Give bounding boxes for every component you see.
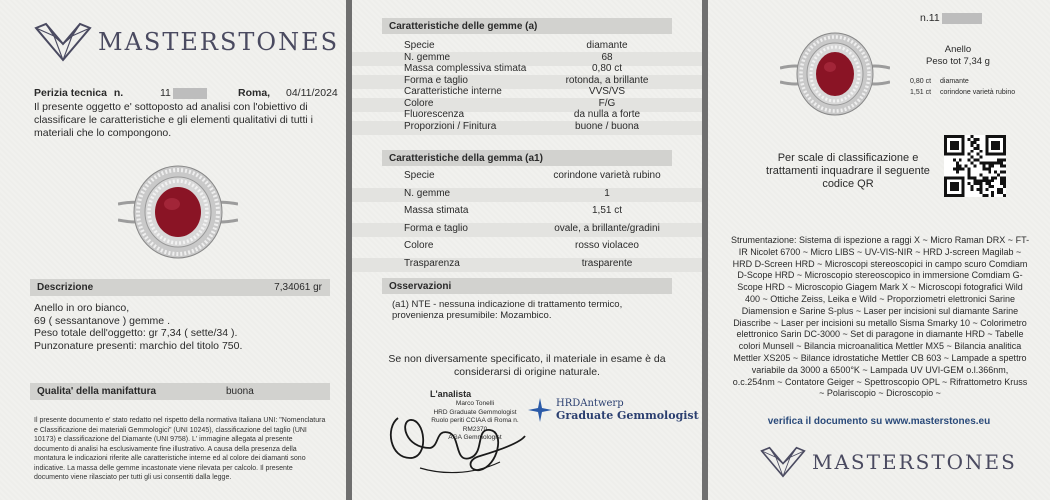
analyst-label: L'analista xyxy=(430,389,472,399)
analyst-signature xyxy=(380,388,530,480)
hrd-title: Graduate Gemmologist xyxy=(556,409,699,422)
gem-key: Trasparenza xyxy=(404,257,460,269)
report-city: Roma, xyxy=(238,87,271,99)
description-lines xyxy=(34,302,242,352)
gem-row xyxy=(352,258,702,272)
gem-key: N. gemme xyxy=(404,51,451,63)
observations-text xyxy=(392,299,622,321)
desc-line: Anello in oro bianco, xyxy=(34,302,130,314)
item-weight: Peso tot 7,34 g xyxy=(926,56,990,67)
section-a-bar: Caratteristiche delle gemme (a) xyxy=(382,18,672,34)
redacted-number xyxy=(173,88,207,99)
gem-value: F/G xyxy=(598,97,616,109)
desc-line: Peso totale dell'oggetto: gr 7,34 ( sette/34 ). xyxy=(34,327,238,339)
gem-value: rosso violaceo xyxy=(575,240,639,251)
gem-value: rotonda, a brillante xyxy=(565,74,649,86)
intro-text: Il presente oggetto e' sottoposto ad analisi con l'obiettivo di classificare le caratteristiche e gli elementi qualitativi di tutti i materiali che lo compongono. xyxy=(34,101,313,139)
gem-value: 1,51 ct xyxy=(591,205,623,216)
ring-photo-small xyxy=(780,28,890,118)
gem-key: Massa complessiva stimata xyxy=(404,63,527,74)
section-a1-bar: Caratteristiche della gemma (a1) xyxy=(382,150,672,166)
hrd-star-icon xyxy=(528,398,552,422)
quality-label: Qualita' della manifattura xyxy=(37,386,157,397)
gem-key: Specie xyxy=(404,40,435,51)
diamond-logo-icon xyxy=(34,22,92,62)
gem-key: Massa stimata xyxy=(404,205,469,216)
description-bar xyxy=(30,279,330,296)
report-panel-middle xyxy=(352,0,702,500)
composition-list xyxy=(910,76,1015,98)
brand-wordmark: MASTERSTONES xyxy=(812,450,1017,474)
qr-code-icon[interactable] xyxy=(944,135,1006,197)
gem-row xyxy=(352,188,702,202)
item-summary xyxy=(918,44,998,68)
gem-value: diamante xyxy=(586,40,628,51)
disclaimer-text: Il presente documento e' stato redatto nel rispetto della normativa Italiana UNI: "Nomenclatura e Classificazione dei materiali Gemmologici" (UNI 10245), classificazione del taglio (UNI 10173) e classificazione del Diamante (UNI 9758). L' immagine allegata al presente documento di analisi ha esclusivamente fine illustrativo. A causa della presenza della montatura le indicazioni riferite alle caratteristiche interne ed al colore dei diamanti sono indicative. La massa delle gemme incastonate viene rilevata per calcolo. Il presente documento viene rilasciato per tutti gli usi consentiti dalla legge. xyxy=(34,417,326,481)
gem-key: Forma e taglio xyxy=(404,222,468,234)
gem-key: Fluorescenza xyxy=(404,109,465,120)
gem-value: corindone varietà rubino xyxy=(553,170,661,181)
diamond-logo-icon xyxy=(760,446,806,478)
composition-row: 0,80 ct diamante xyxy=(910,78,969,85)
item-name: Anello xyxy=(944,44,972,55)
obs-line: (a1) NTE - nessuna indicazione di trattamento termico, xyxy=(392,299,623,310)
desc-line: Punzonature presenti: marchio del titolo 750. xyxy=(34,339,243,352)
natural-origin-notice: Se non diversamente specificato, il materiale in esame è da considerarsi di origine naturale. xyxy=(388,353,666,378)
gem-value: buone / buona xyxy=(575,120,639,132)
gem-value: da nulla a forte xyxy=(573,109,641,120)
ring-photo xyxy=(118,162,238,262)
description-label: Descrizione xyxy=(37,282,94,293)
redacted-card-number xyxy=(942,13,982,24)
qr-instructions: Per scale di classificazione e trattamenti inquadrare il seguente codice QR xyxy=(766,152,930,190)
hrd-name: HRDAntwerp xyxy=(556,398,624,409)
card-number: n.11 xyxy=(920,12,982,24)
gem-row xyxy=(352,121,702,135)
gem-value: trasparente xyxy=(581,257,633,269)
gem-value: 68 xyxy=(601,51,613,63)
observations-bar: Osservazioni xyxy=(382,278,672,294)
masterstones-logo-bottom xyxy=(760,446,1017,478)
obs-line: provenienza presumibile: Mozambico. xyxy=(392,310,552,321)
desc-line: 69 ( sessantanove ) gemme . xyxy=(34,314,170,327)
instruments-list: Strumentazione: Sistema di ispezione a raggi X ~ Micro Raman DRX ~ FT-IR Nicolet 6700 ~ Micro LIBS ~ UV-VIS-NIR ~ HRD J-screen Magilab ~ HRD D-Screen HRD ~ Microscopi stereoscopici in campo scuro Comdiam D-Scope HRD ~ Microscopio stereoscopico in immersione Comdiam G-Scope HRD ~ Microscopio Giagem Mark X ~ Microscopi fotografici Wild 400 ~ Ottiche Zeiss, Leika e Wild ~ Proporziometri elettronici Sarine Diamension e Sarine S-plus ~ Laser per incisioni sul diamante Sarine Diascribe ~ Laser per incisioni su metallo Sisma Smarky 10 ~ Colorimetro elettronico Sarin DC-3000 ~ Set di paragone in diamante HRD ~ Tabelle colori Munsell ~ Bilancia microanalitica Mettler MX5 ~ Bilancia analitica Mettler XS205 ~ Bilance idrostatiche Mettler CB 603 ~ Lampade a spettro variabile da 3000 a 6500°K ~ Lampada UV UVI-GEM o.l.366nm, o.c.254nm ~ Contatore Geiger ~ Spettroscopio OPL ~ Rifrattometro Kruss ~ Polariscopio ~ Dicroscopio ~ xyxy=(730,235,1030,399)
verify-link[interactable]: verifica il documento su www.masterstones.eu xyxy=(767,416,991,427)
quality-value: buona xyxy=(226,386,254,397)
gem-key: Colore xyxy=(404,97,434,109)
gem-key: Forma e taglio xyxy=(404,74,468,86)
analyst-details: Marco Tonelli HRD Graduate Gemmologist Ruolo periti CCIAA di Roma n. RM2370 AGA Gemmologist xyxy=(431,400,519,441)
report-label: Perizia tecnica xyxy=(34,87,107,99)
gem-key: Specie xyxy=(404,170,435,181)
gem-value: 0,80 ct xyxy=(591,63,623,74)
gem-key: Caratteristiche interne xyxy=(404,86,502,97)
masterstones-logo xyxy=(34,22,339,62)
gem-value: ovale, a brillante/gradini xyxy=(554,222,660,234)
report-n-label: n. xyxy=(113,87,124,99)
hrd-badge xyxy=(528,398,699,422)
report-number: 11 xyxy=(160,87,207,99)
composition-row: 1,51 ct corindone varietà rubino xyxy=(910,89,1016,96)
report-panel-left xyxy=(0,0,346,500)
gem-key: Proporzioni / Finitura xyxy=(404,120,497,132)
brand-wordmark: MASTERSTONES xyxy=(98,28,340,56)
gem-key: Colore xyxy=(404,240,434,251)
gem-row xyxy=(352,223,702,237)
description-weight: 7,34061 gr xyxy=(274,282,322,293)
gem-value: VVS/VS xyxy=(588,86,626,97)
report-date: 04/11/2024 xyxy=(286,87,338,99)
quality-bar xyxy=(30,383,330,400)
report-panel-right xyxy=(708,0,1050,500)
gem-value: 1 xyxy=(604,187,610,199)
report-header xyxy=(34,87,123,99)
gem-key: N. gemme xyxy=(404,187,451,199)
